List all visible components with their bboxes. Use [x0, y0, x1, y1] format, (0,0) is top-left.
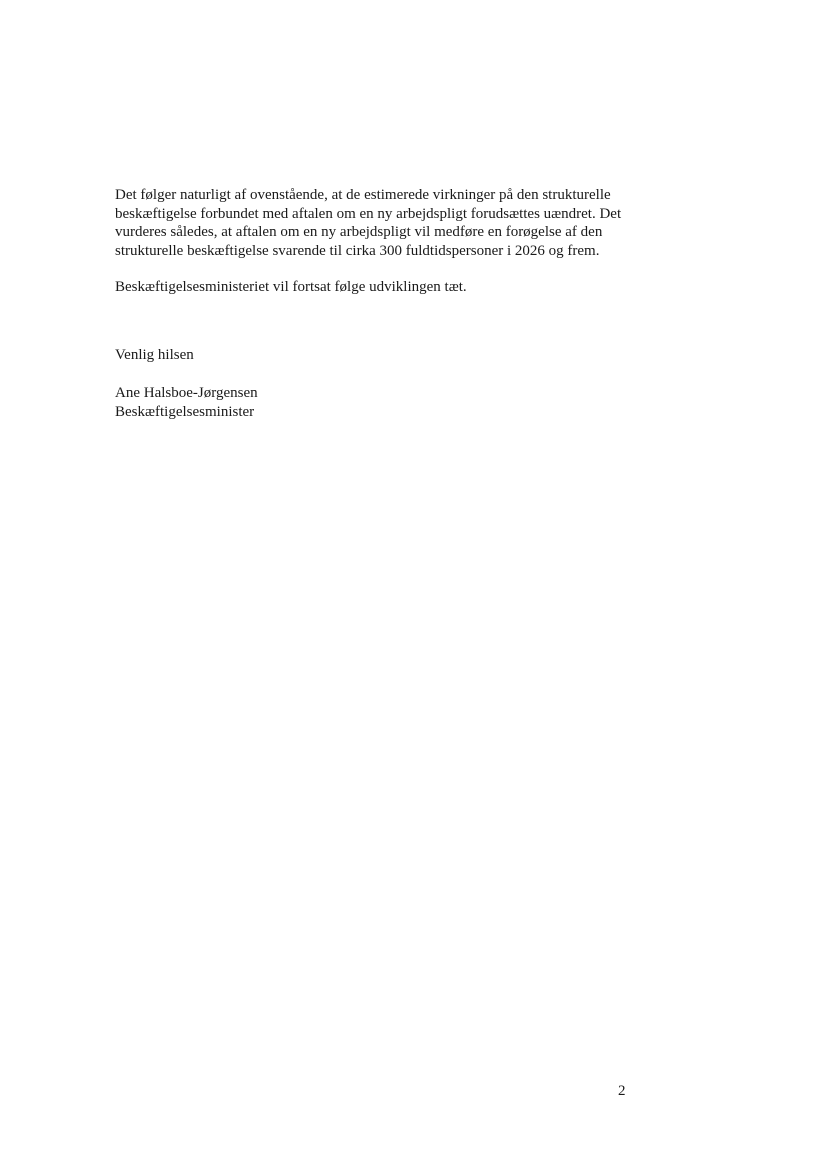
signature-block [115, 384, 258, 421]
letter-body [115, 186, 645, 297]
page-number: 2 [618, 1083, 626, 1099]
paragraph-employment-effect: Det følger naturligt af ovenstående, at de estimerede virkninger på den strukturelle beskæftigelse forbundet med aftalen om en ny arbejdspligt forudsættes uændret. Det vurderes således, at aftalen om en ny arbejdspligt vil medføre en forøgelse af den strukturelle beskæftigelse svarende til cirka 300 fuldtidspersoner i 2026 og frem. [115, 187, 622, 259]
paragraph-follow-up: Beskæftigelsesministeriet vil fortsat følge udviklingen tæt. [115, 279, 467, 295]
signatory-name: Ane Halsboe-Jørgensen [115, 385, 258, 401]
signatory-title: Beskæftigelsesminister [115, 403, 255, 420]
closing-greeting: Venlig hilsen [115, 347, 194, 363]
